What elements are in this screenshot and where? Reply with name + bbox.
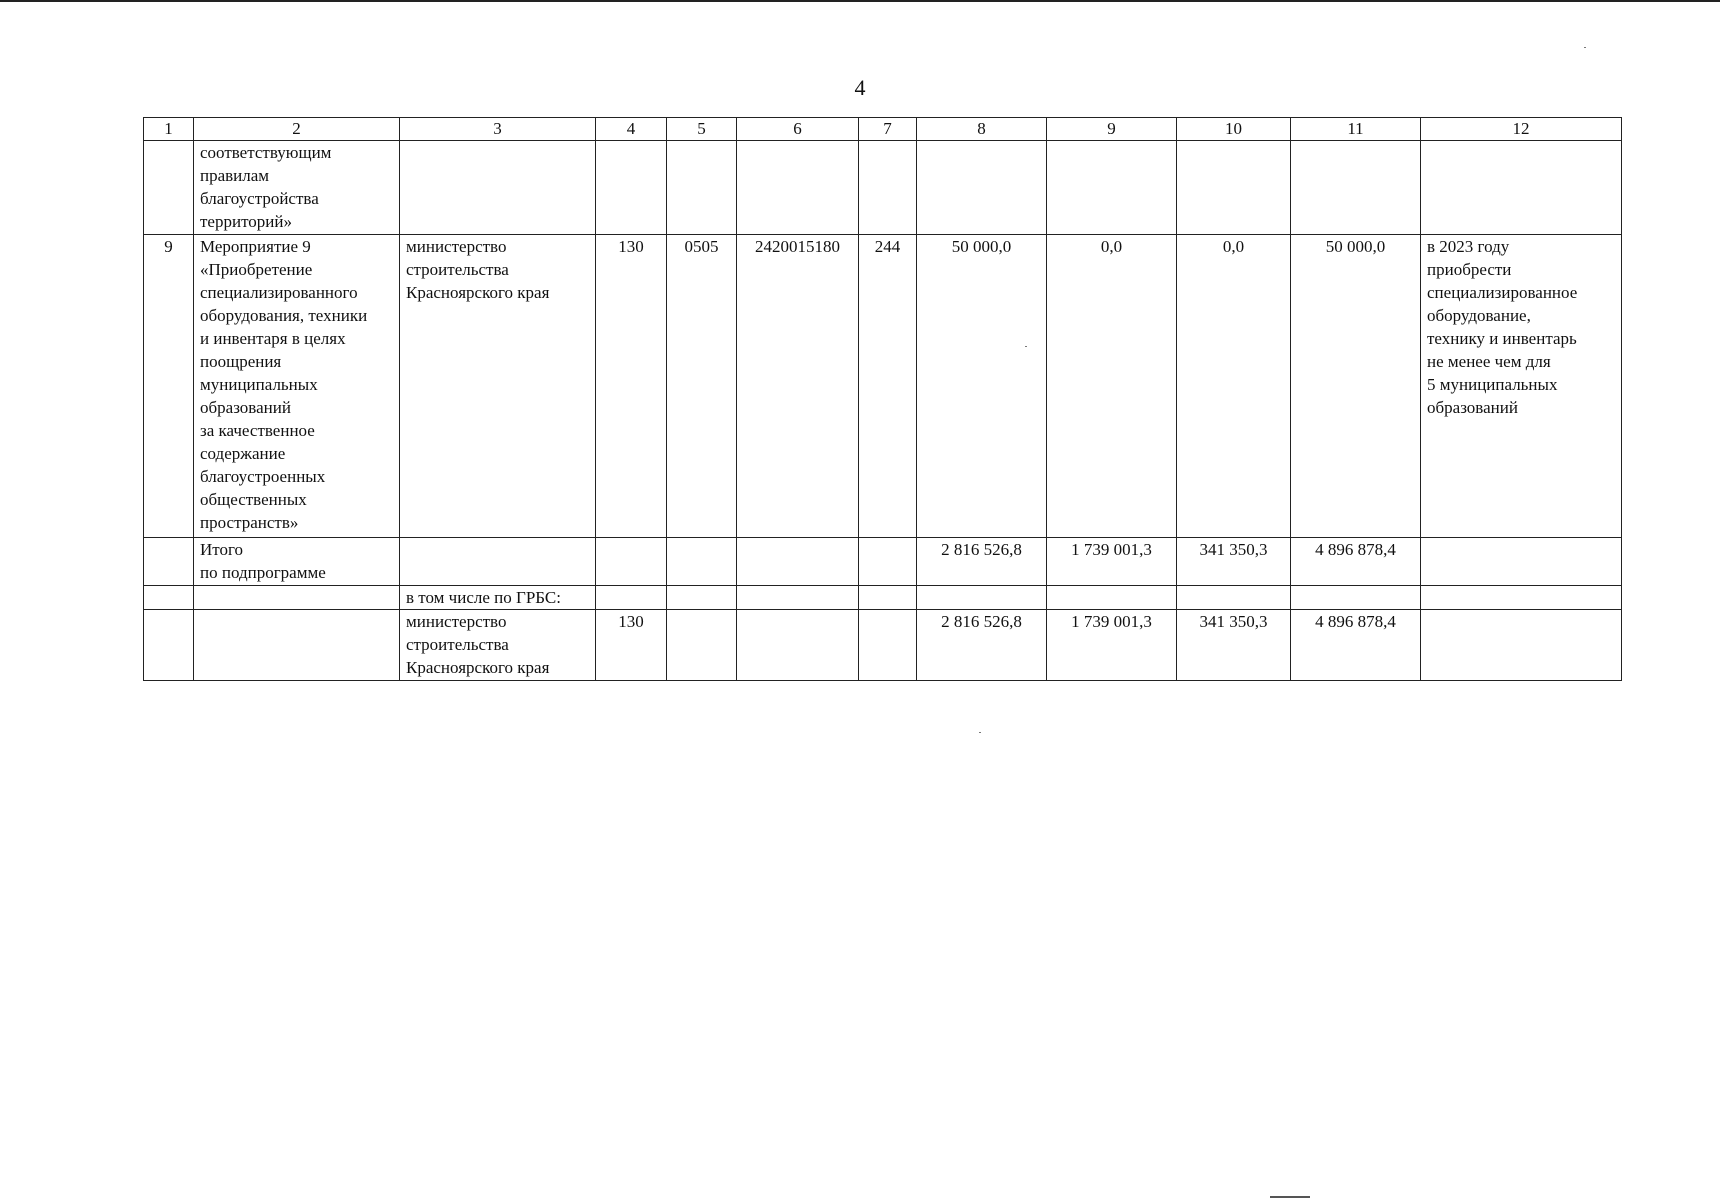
table-row-grbs	[144, 610, 1622, 681]
table-cell	[144, 610, 194, 681]
scan-top-edge	[0, 0, 1720, 2]
scan-speck	[979, 732, 981, 733]
vr-code: 244	[859, 235, 917, 538]
table-cell	[1291, 141, 1421, 235]
total-col-9: 1 739 001,3	[1047, 538, 1177, 586]
table-cell	[144, 586, 194, 610]
table-cell	[917, 141, 1047, 235]
grbs-col-9: 1 739 001,3	[1047, 610, 1177, 681]
amount-col-8: 50 000,0	[917, 235, 1047, 538]
table-cell	[737, 586, 859, 610]
column-header: 7	[859, 118, 917, 141]
total-col-11: 4 896 878,4	[1291, 538, 1421, 586]
total-col-8: 2 816 526,8	[917, 538, 1047, 586]
table-cell	[144, 538, 194, 586]
grbs-code: 130	[596, 235, 667, 538]
budget-table	[143, 117, 1622, 681]
scan-speck	[1025, 346, 1027, 347]
row-number: 9	[144, 235, 194, 538]
table-cell	[596, 586, 667, 610]
measure-name: Мероприятие 9 «Приобретение специализированного оборудования, техники и инвентаря в целях поощрения муниципальных образований за качественное содержание благоустроенных общественных пространств»	[194, 235, 400, 538]
table-cell	[194, 610, 400, 681]
amount-col-9: 0,0	[1047, 235, 1177, 538]
total-label: Итого по подпрограмме	[194, 538, 400, 586]
table-cell	[1421, 538, 1622, 586]
grbs-name: министерство строительства Красноярского края	[400, 235, 596, 538]
table-cell	[667, 141, 737, 235]
expected-result: в 2023 году приобрести специализированное оборудование, технику и инвентарь не менее чем для 5 муниципальных образований	[1421, 235, 1622, 538]
continuation-text: соответствующим правилам благоустройства территорий»	[194, 141, 400, 235]
amount-col-11: 50 000,0	[1291, 235, 1421, 538]
table-cell	[737, 610, 859, 681]
grbs-subheader: в том числе по ГРБС:	[400, 586, 596, 610]
table-cell	[737, 538, 859, 586]
table-cell	[1421, 610, 1622, 681]
amount-col-10: 0,0	[1177, 235, 1291, 538]
column-header: 10	[1177, 118, 1291, 141]
table-row-continuation	[144, 141, 1622, 235]
table-cell	[1421, 586, 1622, 610]
table-cell	[1047, 141, 1177, 235]
column-header: 9	[1047, 118, 1177, 141]
table-cell	[400, 538, 596, 586]
table-cell	[596, 538, 667, 586]
table-cell	[1177, 586, 1291, 610]
scan-speck	[1270, 1196, 1310, 1198]
grbs-col-10: 341 350,3	[1177, 610, 1291, 681]
table-cell	[1291, 586, 1421, 610]
table-cell	[859, 538, 917, 586]
table-cell	[1177, 141, 1291, 235]
grbs-col-8: 2 816 526,8	[917, 610, 1047, 681]
column-header: 6	[737, 118, 859, 141]
table-cell	[859, 610, 917, 681]
table-cell	[667, 586, 737, 610]
table-row-total	[144, 538, 1622, 586]
total-col-10: 341 350,3	[1177, 538, 1291, 586]
table-cell	[859, 586, 917, 610]
table-cell	[737, 141, 859, 235]
grbs-col-11: 4 896 878,4	[1291, 610, 1421, 681]
csr-code: 2420015180	[737, 235, 859, 538]
table-cell	[144, 141, 194, 235]
page-number: 4	[854, 75, 866, 100]
column-header: 2	[194, 118, 400, 141]
table-cell	[596, 141, 667, 235]
table-cell	[859, 141, 917, 235]
scan-speck	[1584, 47, 1586, 48]
column-header: 12	[1421, 118, 1622, 141]
table-cell	[400, 141, 596, 235]
rzpr-code: 0505	[667, 235, 737, 538]
table-cell	[667, 610, 737, 681]
column-header: 8	[917, 118, 1047, 141]
table-cell	[194, 586, 400, 610]
table-cell	[1421, 141, 1622, 235]
table-row-grbs-header	[144, 586, 1622, 610]
grbs-code: 130	[596, 610, 667, 681]
column-header: 1	[144, 118, 194, 141]
column-header: 5	[667, 118, 737, 141]
table-header-row	[144, 118, 1622, 141]
table-cell	[667, 538, 737, 586]
table-cell	[1047, 586, 1177, 610]
column-header: 3	[400, 118, 596, 141]
column-header: 11	[1291, 118, 1421, 141]
table-row-measure-9	[144, 235, 1622, 538]
table-cell	[917, 586, 1047, 610]
grbs-name: министерство строительства Красноярского края	[400, 610, 596, 681]
column-header: 4	[596, 118, 667, 141]
